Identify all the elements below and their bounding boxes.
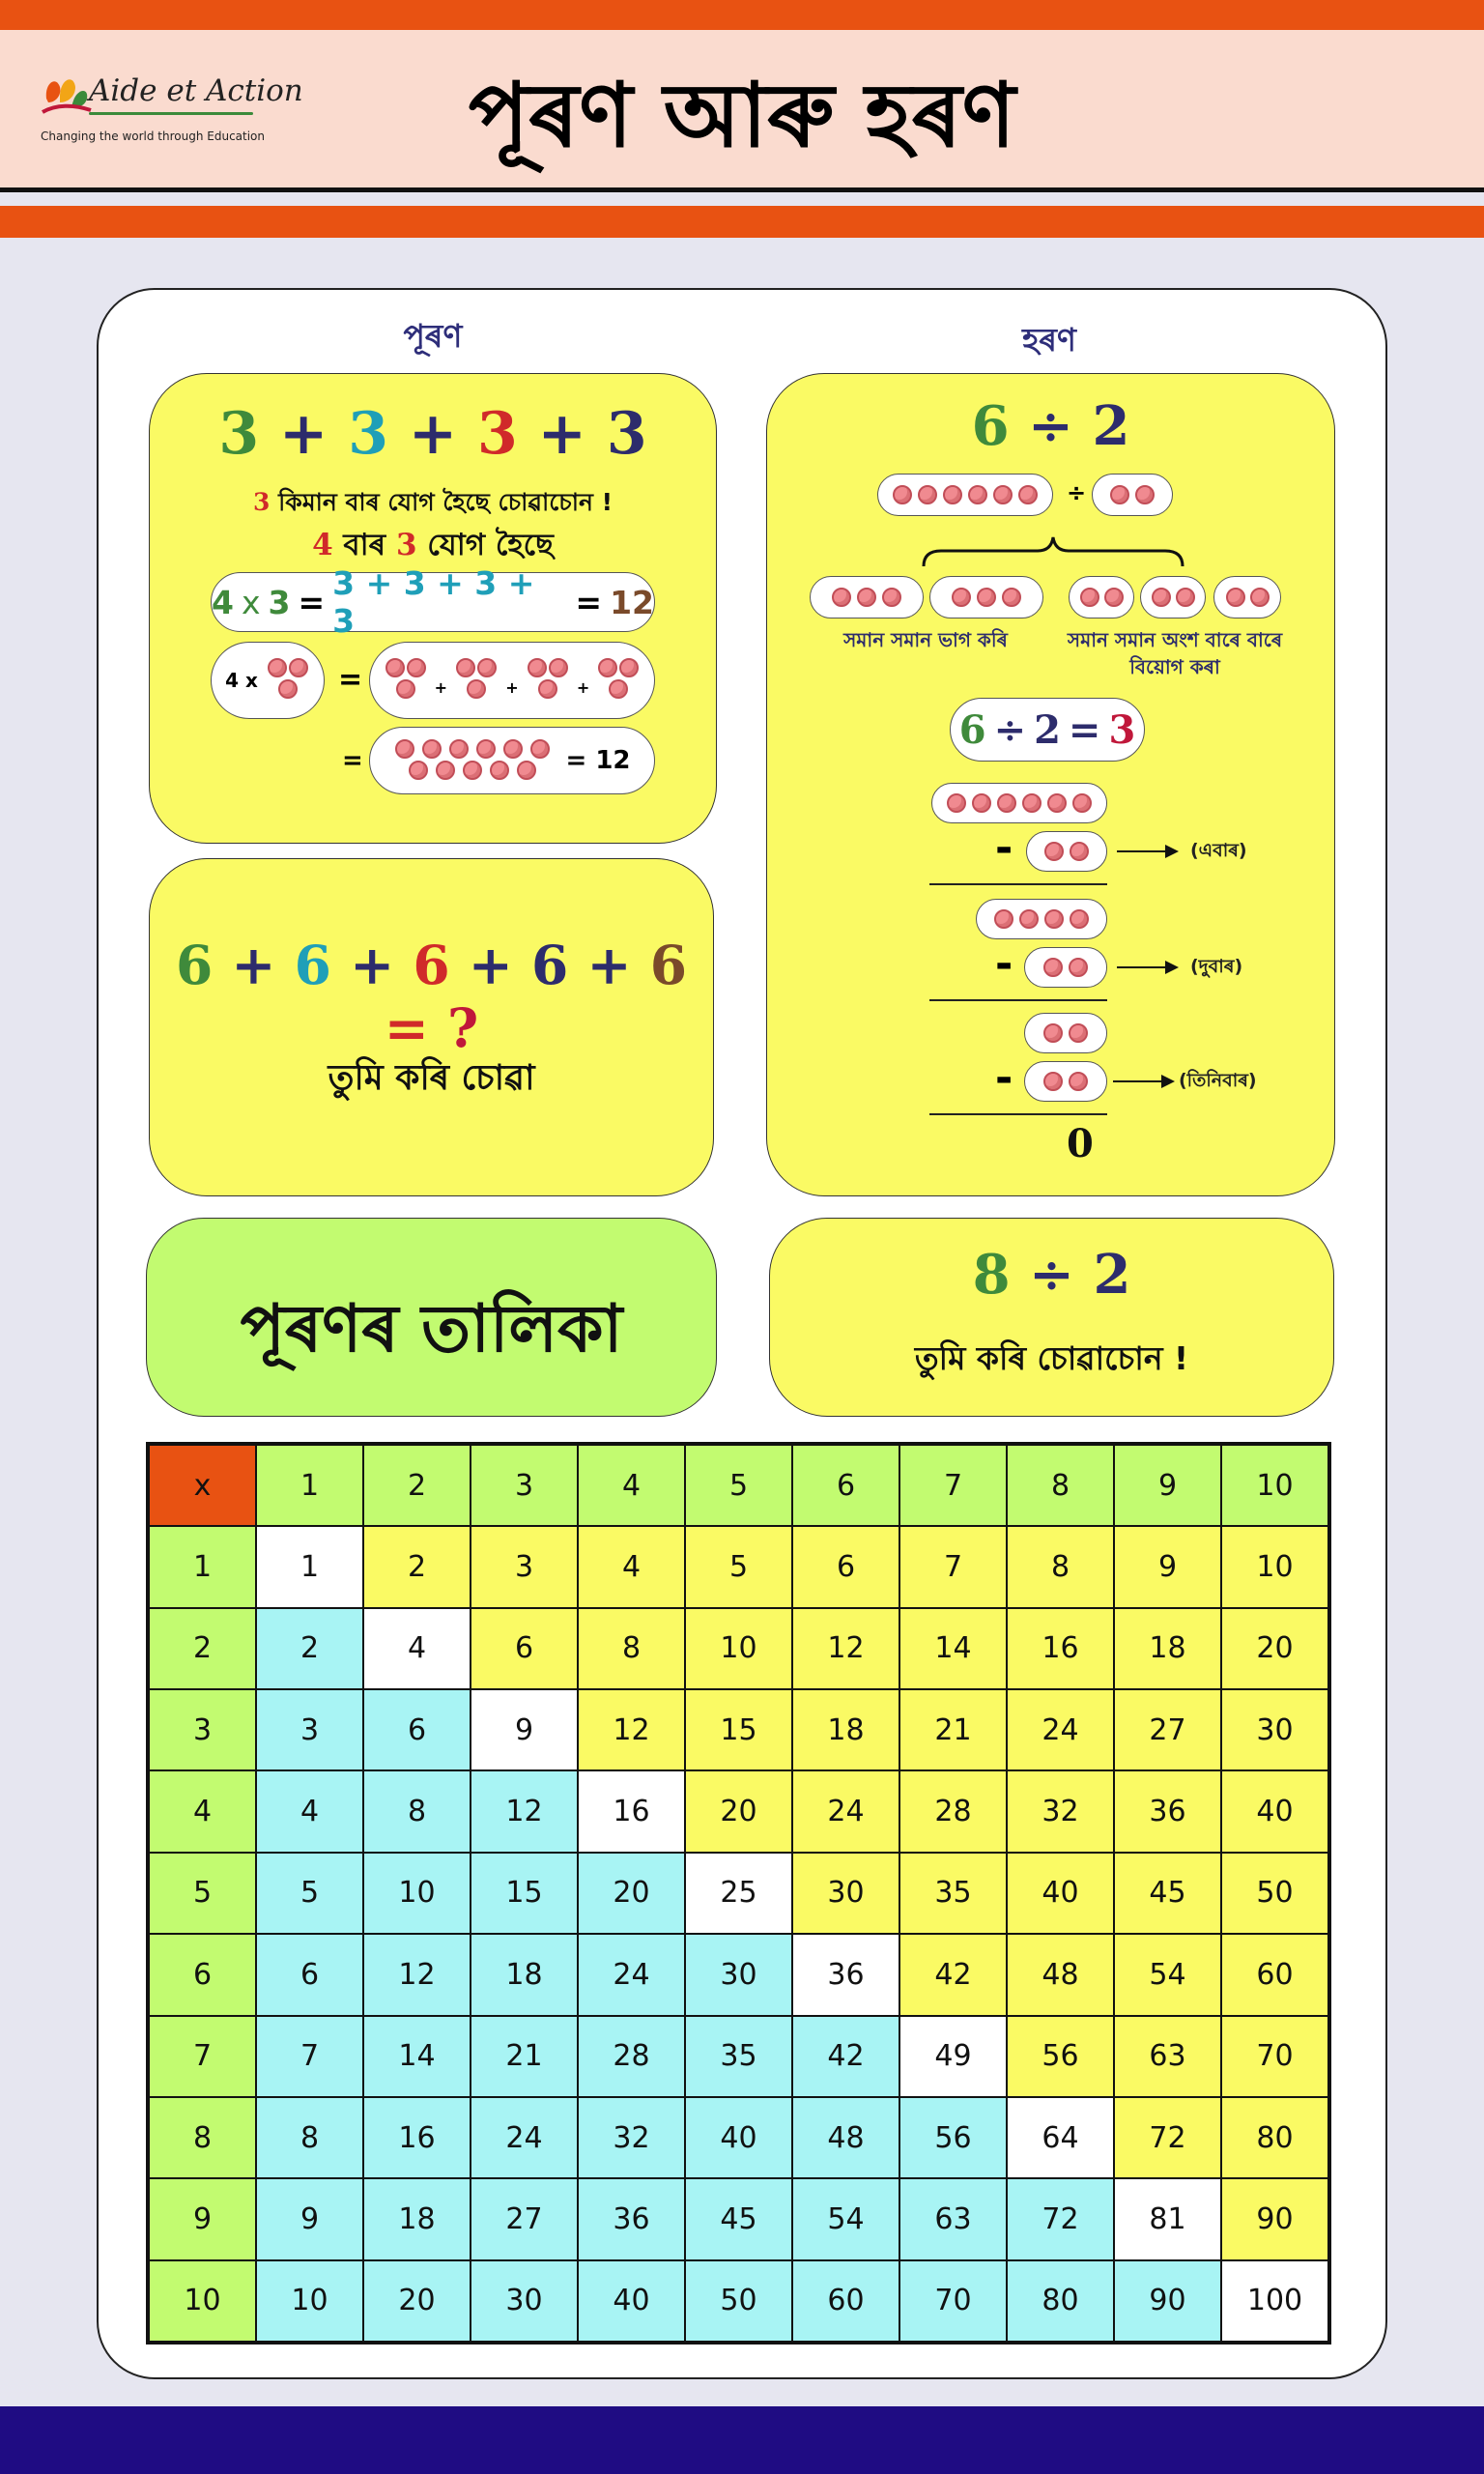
- pill-sum: 3 + 3 + 3 + 3: [332, 564, 535, 640]
- table-cell: 60: [1221, 1934, 1328, 2015]
- minus-sign: -: [995, 1053, 1013, 1103]
- table-cell: 24: [471, 2097, 578, 2178]
- division-equation: [766, 394, 1335, 458]
- table-cell: 24: [792, 1770, 899, 1852]
- table-cell: 72: [1114, 2097, 1221, 2178]
- plus-sign: +: [231, 934, 276, 996]
- table-cell: 63: [899, 2178, 1007, 2259]
- term: 3: [218, 400, 260, 468]
- ball-icon: [1070, 842, 1089, 861]
- term: 6: [649, 934, 688, 996]
- top-orange-band: [0, 0, 1484, 30]
- table-cell: 14: [899, 1608, 1007, 1689]
- table-cell: 10: [685, 1608, 792, 1689]
- column-header: 4: [578, 1445, 685, 1526]
- table-cell: 21: [899, 1689, 1007, 1770]
- table-cell: 7: [899, 1526, 1007, 1607]
- ball-icon: [947, 793, 966, 813]
- table-cell: 4: [256, 1770, 363, 1852]
- column-header: 3: [471, 1445, 578, 1526]
- table-cell: 18: [792, 1689, 899, 1770]
- ball-icon: [1080, 588, 1099, 607]
- step-rule: [929, 883, 1107, 885]
- pill-factor: 3: [268, 583, 291, 621]
- two-balls-pill: [1140, 576, 1206, 618]
- ball-icon: [609, 679, 628, 699]
- total-result: = 12: [565, 746, 631, 775]
- table-cell: 70: [1221, 2016, 1328, 2097]
- row-header: 1: [149, 1526, 256, 1607]
- curly-brace-icon: [918, 533, 1188, 572]
- table-cell: 27: [1114, 1689, 1221, 1770]
- ball-group: [384, 656, 428, 705]
- two-balls-pill: [1024, 947, 1107, 988]
- column-header: 9: [1114, 1445, 1221, 1526]
- table-cell: 30: [1221, 1689, 1328, 1770]
- step-label-once: (এবাৰ): [1190, 840, 1247, 861]
- ball-icon: [278, 679, 298, 699]
- ball-group: [526, 656, 570, 705]
- ball-icon: [528, 658, 547, 677]
- table-cell: 35: [899, 1853, 1007, 1934]
- ball-icon: [1110, 485, 1129, 504]
- table-cell: 21: [471, 2016, 578, 2097]
- ball-icon: [882, 588, 901, 607]
- table-cell: 6: [792, 1526, 899, 1607]
- table-cell: 40: [578, 2260, 685, 2342]
- ball-icon: [289, 658, 308, 677]
- ball-icon: [1069, 1023, 1088, 1043]
- two-balls-pill: [1092, 474, 1173, 516]
- table-cell: 7: [256, 2016, 363, 2097]
- ball-icon: [1176, 588, 1195, 607]
- table-cell: 8: [1007, 1526, 1114, 1607]
- table-cell: 5: [256, 1853, 363, 1934]
- ball-icon: [832, 588, 851, 607]
- table-cell: 40: [1221, 1770, 1328, 1852]
- table-cell: 3: [471, 1526, 578, 1607]
- ball-group: [596, 656, 641, 705]
- divisor: 2: [1034, 706, 1061, 753]
- plus-sign: +: [434, 677, 448, 697]
- ball-icon: [407, 658, 426, 677]
- table-cell: 8: [578, 1608, 685, 1689]
- table-cell: 45: [685, 2178, 792, 2259]
- two-balls-pill: [1024, 1013, 1107, 1053]
- equals-sign: =: [338, 663, 363, 697]
- ball-icon: [268, 658, 287, 677]
- table-cell: 56: [1007, 2016, 1114, 2097]
- term: 3: [606, 400, 647, 468]
- division-result-pill: [950, 698, 1145, 762]
- divisor: 2: [1093, 1243, 1131, 1307]
- column-header: 6: [792, 1445, 899, 1526]
- question-text: কিমান বাৰ যোগ হৈছে চোৱাচোন !: [270, 488, 614, 516]
- table-cell: 6: [471, 1608, 578, 1689]
- table-cell: 35: [685, 2016, 792, 2097]
- ball-icon: [538, 679, 557, 699]
- addition-exercise-prompt: তুমি কৰি চোৱা: [328, 1058, 535, 1098]
- ball-icon: [1019, 909, 1039, 929]
- arrow-head-icon: [1165, 961, 1179, 974]
- plus-sign: +: [505, 677, 519, 697]
- table-cell: 60: [792, 2260, 899, 2342]
- row-header: 4: [149, 1770, 256, 1852]
- table-cell: 16: [1007, 1608, 1114, 1689]
- table-cell: 42: [899, 1934, 1007, 2015]
- dividend: 6: [958, 706, 986, 753]
- table-cell: 16: [363, 2097, 471, 2178]
- plus-sign: +: [279, 400, 328, 468]
- ball-icon: [918, 485, 937, 504]
- six-balls-pill: [931, 783, 1107, 823]
- table-cell: 48: [792, 2097, 899, 2178]
- equal-sharing-label: সমান সমান ভাগ কৰি: [843, 628, 1008, 651]
- arrow-head-icon: [1161, 1075, 1175, 1088]
- table-cell: 3: [256, 1689, 363, 1770]
- table-cell: 10: [1221, 1526, 1328, 1607]
- page-title: পূৰণ আৰু হৰণ: [468, 64, 1016, 167]
- answer-mid: বাৰ: [332, 528, 396, 562]
- ball-icon: [1018, 485, 1038, 504]
- ball-icon: [490, 761, 509, 780]
- four-times-label: 4 x: [225, 669, 258, 692]
- table-cell: 18: [1114, 1608, 1221, 1689]
- ball-icon: [857, 588, 876, 607]
- four-balls-pill: [976, 899, 1107, 939]
- table-cell: 12: [792, 1608, 899, 1689]
- ball-icon: [1069, 1072, 1088, 1091]
- table-cell: 10: [363, 1853, 471, 1934]
- ball-icon: [1070, 909, 1089, 929]
- ball-icon: [952, 588, 971, 607]
- plus-sign: +: [537, 400, 586, 468]
- table-cell: 64: [1007, 2097, 1114, 2178]
- table-cell: 9: [471, 1689, 578, 1770]
- ball-icon: [977, 588, 996, 607]
- ball-icon: [1022, 793, 1042, 813]
- table-cell: 18: [363, 2178, 471, 2259]
- row-header: 3: [149, 1689, 256, 1770]
- logo-tagline: Changing the world through Education: [41, 129, 266, 143]
- table-cell: 45: [1114, 1853, 1221, 1934]
- table-cell: 14: [363, 2016, 471, 2097]
- row-header: 5: [149, 1853, 256, 1934]
- ball-icon: [517, 761, 536, 780]
- plus-sign: +: [350, 934, 395, 996]
- arrow-line: [1113, 1080, 1163, 1082]
- minus-sign: -: [995, 823, 1013, 873]
- equals-sign: =: [1068, 706, 1101, 753]
- ball-icon: [503, 739, 523, 759]
- table-cell: 80: [1221, 2097, 1328, 2178]
- divide-sign: ÷: [1067, 479, 1087, 506]
- pill-result: 12: [610, 583, 654, 621]
- step-rule: [929, 1113, 1107, 1115]
- addition-exercise-equation: [149, 934, 714, 1059]
- table-cell: 30: [685, 1934, 792, 2015]
- pill-equals: =: [575, 583, 603, 621]
- pill-equals: =: [298, 583, 326, 621]
- ball-icon: [1044, 909, 1064, 929]
- second-orange-band: [0, 206, 1484, 238]
- column-header: 2: [363, 1445, 471, 1526]
- table-cell: 27: [471, 2178, 578, 2259]
- quotient: 3: [1108, 706, 1136, 753]
- step-label-twice: (দুবাৰ): [1190, 956, 1243, 977]
- total-pill: [369, 727, 655, 794]
- question-mark: ?: [447, 996, 479, 1059]
- ball-icon: [893, 485, 912, 504]
- ball-icon: [619, 658, 639, 677]
- two-balls-pill: [1026, 831, 1107, 872]
- ball-icon: [1043, 1072, 1063, 1091]
- table-cell: 90: [1114, 2260, 1221, 2342]
- ball-icon: [449, 739, 469, 759]
- logo-name: Aide et Action: [89, 73, 303, 108]
- divide-sign: ÷: [993, 706, 1027, 753]
- ball-icon: [943, 485, 962, 504]
- table-corner-cell: x: [149, 1445, 256, 1526]
- table-cell: 20: [578, 1853, 685, 1934]
- ball-icon: [476, 739, 496, 759]
- ball-icon: [409, 761, 428, 780]
- table-cell: 8: [256, 2097, 363, 2178]
- column-header: 7: [899, 1445, 1007, 1526]
- column-header: 8: [1007, 1445, 1114, 1526]
- division-exercise-equation: [769, 1243, 1334, 1307]
- ball-icon: [549, 658, 568, 677]
- ball-icon: [385, 658, 405, 677]
- ball-icon: [993, 485, 1013, 504]
- table-cell: 54: [792, 2178, 899, 2259]
- equals-sign: =: [342, 746, 363, 775]
- table-cell: 12: [471, 1770, 578, 1852]
- table-cell: 50: [1221, 1853, 1328, 1934]
- table-cell: 90: [1221, 2178, 1328, 2259]
- row-header: 7: [149, 2016, 256, 2097]
- table-cell: 70: [899, 2260, 1007, 2342]
- pill-times: x: [241, 583, 261, 621]
- table-cell: 2: [363, 1526, 471, 1607]
- ball-icon: [1047, 793, 1067, 813]
- table-cell: 80: [1007, 2260, 1114, 2342]
- ball-group: [454, 656, 499, 705]
- term: 6: [294, 934, 331, 996]
- table-cell: 28: [578, 2016, 685, 2097]
- table-cell: 6: [363, 1689, 471, 1770]
- table-cell: 40: [1007, 1853, 1114, 1934]
- two-balls-pill: [1069, 576, 1134, 618]
- term: 6: [531, 934, 569, 996]
- groups-pill: [369, 642, 655, 719]
- term: 3: [477, 400, 518, 468]
- row-header: 10: [149, 2260, 256, 2342]
- answer-tail: যোগ হৈছে: [416, 528, 554, 562]
- table-cell: 56: [899, 2097, 1007, 2178]
- term: 6: [175, 934, 214, 996]
- ball-icon: [1069, 958, 1088, 977]
- step-label-thrice: (তিনিবাৰ): [1179, 1070, 1257, 1091]
- footer-band: [0, 2406, 1484, 2474]
- six-balls-pill: [877, 474, 1053, 516]
- addition-heading: পূৰণ: [403, 317, 463, 355]
- table-cell: 12: [578, 1689, 685, 1770]
- table-cell: 25: [685, 1853, 792, 1934]
- table-cell: 10: [256, 2260, 363, 2342]
- ball-icon: [1104, 588, 1124, 607]
- arrow-line: [1117, 850, 1167, 852]
- ball-icon: [530, 739, 550, 759]
- ball-icon: [598, 658, 617, 677]
- table-cell: 36: [578, 2178, 685, 2259]
- table-cell: 63: [1114, 2016, 1221, 2097]
- ball-icon: [1043, 1023, 1063, 1043]
- table-cell: 50: [685, 2260, 792, 2342]
- ball-icon: [1152, 588, 1171, 607]
- table-cell: 32: [578, 2097, 685, 2178]
- ball-group: [262, 656, 310, 705]
- twelve-balls: [393, 737, 556, 784]
- ball-icon: [1135, 485, 1155, 504]
- table-cell: 1: [256, 1526, 363, 1607]
- three-balls-pill: [929, 576, 1043, 618]
- table-cell: 4: [363, 1608, 471, 1689]
- row-header: 9: [149, 2178, 256, 2259]
- plus-sign: +: [586, 934, 632, 996]
- table-cell: 2: [256, 1608, 363, 1689]
- table-cell: 20: [1221, 1608, 1328, 1689]
- column-header: 1: [256, 1445, 363, 1526]
- ball-icon: [467, 679, 486, 699]
- table-cell: 48: [1007, 1934, 1114, 2015]
- three-balls-pill: [810, 576, 924, 618]
- table-cell: 24: [1007, 1689, 1114, 1770]
- table-cell: 32: [1007, 1770, 1114, 1852]
- answer-number-1: 4: [312, 528, 333, 562]
- table-cell: 49: [899, 2016, 1007, 2097]
- ball-icon: [396, 679, 415, 699]
- table-cell: 36: [792, 1934, 899, 2015]
- arrow-line: [1117, 966, 1167, 968]
- divide-sign: ÷: [1028, 394, 1073, 458]
- column-header: 10: [1221, 1445, 1328, 1526]
- four-times-pill: [211, 642, 325, 719]
- table-cell: 4: [578, 1526, 685, 1607]
- ball-icon: [422, 739, 442, 759]
- ball-icon: [1226, 588, 1245, 607]
- table-cell: 28: [899, 1770, 1007, 1852]
- division-heading: হৰণ: [1022, 321, 1076, 359]
- repeated-subtraction-label: সমান সমান অংশ বাৰে বাৰে বিয়োগ কৰা: [1067, 628, 1283, 678]
- multiplication-pill: [211, 564, 655, 640]
- table-cell: 42: [792, 2016, 899, 2097]
- ball-icon: [456, 658, 475, 677]
- table-cell: 6: [256, 1934, 363, 2015]
- row-header: 8: [149, 2097, 256, 2178]
- ball-icon: [436, 761, 455, 780]
- plus-sign: +: [468, 934, 513, 996]
- table-cell: 24: [578, 1934, 685, 2015]
- table-cell: 72: [1007, 2178, 1114, 2259]
- plus-sign: +: [408, 400, 458, 468]
- term: 6: [413, 934, 450, 996]
- table-cell: 20: [685, 1770, 792, 1852]
- table-cell: 18: [471, 1934, 578, 2015]
- answer-number-2: 3: [395, 528, 417, 562]
- ball-icon: [994, 909, 1013, 929]
- plus-sign: +: [576, 677, 590, 697]
- table-cell: 20: [363, 2260, 471, 2342]
- table-cell: 9: [1114, 1526, 1221, 1607]
- ball-icon: [1043, 958, 1063, 977]
- column-header: 5: [685, 1445, 792, 1526]
- ball-icon: [463, 761, 482, 780]
- ball-icon: [1250, 588, 1270, 607]
- ball-icon: [968, 485, 987, 504]
- divide-sign: ÷: [1029, 1243, 1074, 1307]
- addition-question: [149, 483, 717, 525]
- two-balls-pill: [1213, 576, 1281, 618]
- table-cell: 100: [1221, 2260, 1328, 2342]
- table-cell: 16: [578, 1770, 685, 1852]
- minus-sign: -: [995, 939, 1013, 989]
- ball-icon: [395, 739, 414, 759]
- table-cell: 40: [685, 2097, 792, 2178]
- row-header: 2: [149, 1608, 256, 1689]
- equals-sign: =: [384, 996, 429, 1059]
- ball-icon: [477, 658, 497, 677]
- table-cell: 8: [363, 1770, 471, 1852]
- dividend: 6: [971, 394, 1010, 458]
- table-cell: 5: [685, 1526, 792, 1607]
- table-cell: 36: [1114, 1770, 1221, 1852]
- term: 3: [348, 400, 388, 468]
- table-cell: 81: [1114, 2178, 1221, 2259]
- table-cell: 15: [471, 1853, 578, 1934]
- repeated-addition-equation: [149, 400, 717, 468]
- table-cell: 9: [256, 2178, 363, 2259]
- two-balls-pill: [1024, 1061, 1107, 1102]
- step-rule: [929, 999, 1107, 1001]
- remainder-zero: 0: [1067, 1121, 1094, 1166]
- table-cell: 15: [685, 1689, 792, 1770]
- table-cell: 30: [471, 2260, 578, 2342]
- dividend: 8: [972, 1243, 1011, 1307]
- ball-icon: [1044, 842, 1064, 861]
- ball-icon: [1072, 793, 1092, 813]
- division-exercise-prompt: তুমি কৰি চোৱাচোন !: [914, 1339, 1189, 1377]
- row-header: 6: [149, 1934, 256, 2015]
- table-cell: 30: [792, 1853, 899, 1934]
- table-cell: 12: [363, 1934, 471, 2015]
- divisor: 2: [1092, 394, 1130, 458]
- arrow-head-icon: [1165, 845, 1179, 858]
- question-number: 3: [252, 488, 271, 516]
- ball-icon: [997, 793, 1016, 813]
- multiplication-table: [146, 1442, 1331, 2345]
- pill-factor: 4: [212, 583, 234, 621]
- ball-icon: [1002, 588, 1021, 607]
- table-cell: 54: [1114, 1934, 1221, 2015]
- ball-icon: [972, 793, 991, 813]
- table-title: পূৰণৰ তালিকা: [240, 1291, 623, 1367]
